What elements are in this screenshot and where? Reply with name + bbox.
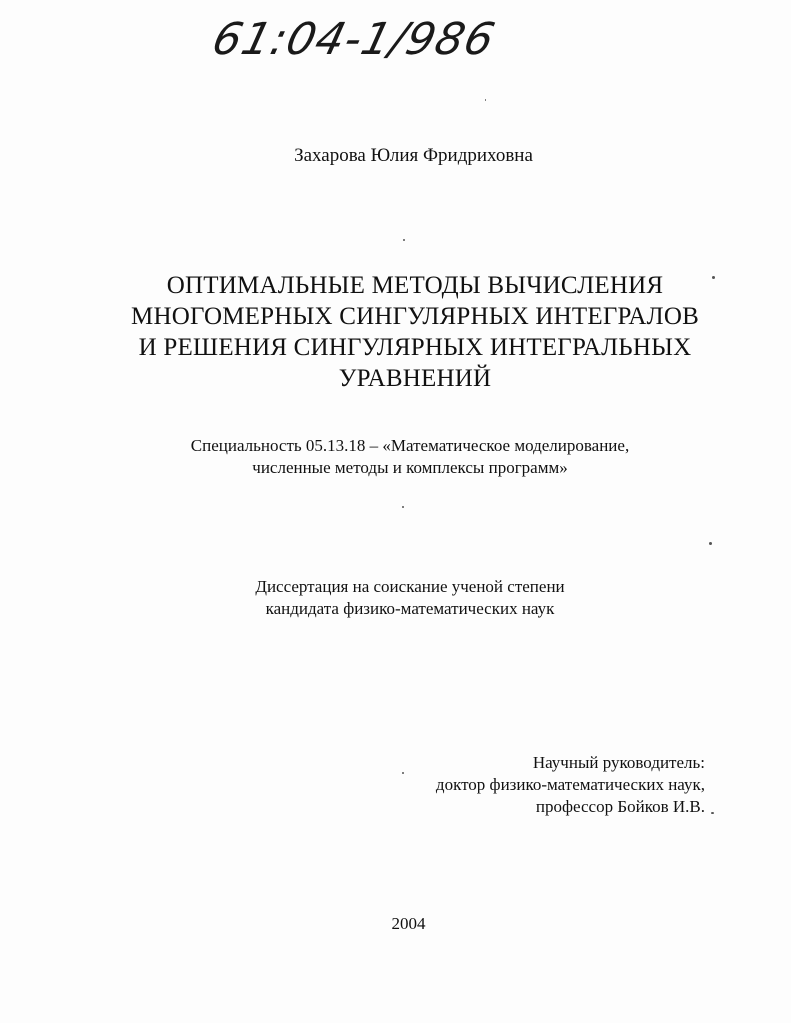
title-line: И РЕШЕНИЯ СИНГУЛЯРНЫХ ИНТЕГРАЛЬНЫХ	[138, 334, 692, 361]
degree-line: Диссертация на соискание ученой степени	[255, 577, 565, 596]
publication-year: 2004	[391, 914, 426, 933]
degree-line: кандидата физико-математических наук	[265, 599, 555, 618]
advisor-line: профессор Бойков И.В.	[535, 797, 705, 816]
title-line: МНОГОМЕРНЫХ СИНГУЛЯРНЫХ ИНТЕГРАЛОВ	[131, 303, 699, 330]
advisor-line: Научный руководитель:	[532, 753, 705, 772]
scan-speck	[402, 772, 404, 774]
scan-speck	[711, 812, 714, 814]
specialty-line: Специальность 05.13.18 – «Математическое моделирование,	[190, 436, 630, 455]
archive-stamp-text: 61:04-1/986	[207, 13, 501, 65]
title-line: УРАВНЕНИЙ	[338, 365, 492, 392]
scan-speck	[485, 99, 486, 101]
scan-speck	[403, 239, 405, 241]
specialty-line: численные методы и комплексы программ»	[252, 458, 568, 477]
advisor-line: доктор физико-математических наук,	[435, 775, 705, 794]
dissertation-title	[100, 270, 730, 394]
title-line: ОПТИМАЛЬНЫЕ МЕТОДЫ ВЫЧИСЛЕНИЯ	[166, 272, 664, 299]
scientific-advisor-block	[436, 752, 705, 818]
scan-speck	[712, 276, 715, 279]
archive-stamp-graphic	[207, 6, 501, 68]
scan-speck	[709, 542, 712, 545]
scan-speck	[402, 506, 404, 508]
specialty-block	[120, 435, 700, 479]
archive-stamp-handwritten	[207, 6, 501, 68]
degree-statement	[180, 576, 640, 620]
author-name: Захарова Юлия Фридриховна	[294, 145, 533, 166]
